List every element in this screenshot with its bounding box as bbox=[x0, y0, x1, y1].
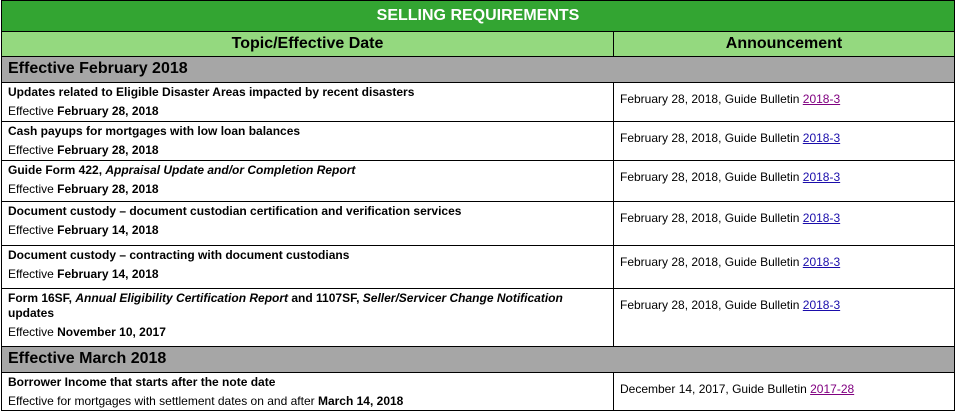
guide-bulletin-link[interactable]: 2018-3 bbox=[802, 92, 841, 106]
section-heading-february-2018: Effective February 2018 bbox=[2, 57, 955, 83]
effective-date: Effective February 14, 2018 bbox=[8, 223, 159, 237]
announcement-cell: December 14, 2017, Guide Bulletin 2017-28 bbox=[614, 373, 955, 411]
topic-title: Cash payups for mortgages with low loan balances bbox=[8, 124, 301, 138]
announcement-cell: February 28, 2018, Guide Bulletin 2018-3 bbox=[614, 246, 955, 289]
effective-date: Effective February 28, 2018 bbox=[8, 104, 159, 118]
table-row bbox=[2, 202, 955, 246]
table-row bbox=[2, 122, 955, 161]
table-title: SELLING REQUIREMENTS bbox=[2, 1, 955, 32]
announcement-cell: February 28, 2018, Guide Bulletin 2018-3 bbox=[614, 83, 955, 122]
table-row bbox=[2, 246, 955, 289]
guide-bulletin-link[interactable]: 2017-28 bbox=[810, 382, 855, 396]
section-heading-march-2018: Effective March 2018 bbox=[2, 347, 955, 373]
topic-title: Borrower Income that starts after the note date bbox=[8, 375, 276, 389]
table-row bbox=[2, 161, 955, 202]
announcement-cell: February 28, 2018, Guide Bulletin 2018-3 bbox=[614, 202, 955, 246]
effective-date: Effective February 28, 2018 bbox=[8, 143, 159, 157]
topic-title: Guide Form 422, Appraisal Update and/or Completion Report bbox=[8, 163, 356, 177]
effective-date: Effective February 14, 2018 bbox=[8, 267, 159, 281]
column-header-announcement: Announcement bbox=[614, 32, 955, 57]
effective-date: Effective February 28, 2018 bbox=[8, 182, 159, 196]
guide-bulletin-link[interactable]: 2018-3 bbox=[802, 131, 841, 145]
effective-date: Effective for mortgages with settlement dates on and after March 14, 2018 bbox=[8, 394, 404, 408]
effective-date: Effective November 10, 2017 bbox=[8, 325, 166, 339]
table-row bbox=[2, 373, 955, 411]
guide-bulletin-link[interactable]: 2018-3 bbox=[802, 298, 841, 312]
selling-requirements-table bbox=[1, 0, 955, 411]
guide-bulletin-link[interactable]: 2018-3 bbox=[802, 211, 841, 225]
table-row bbox=[2, 83, 955, 122]
topic-title: Document custody – contracting with document custodians bbox=[8, 248, 350, 262]
table-row bbox=[2, 289, 955, 347]
guide-bulletin-link[interactable]: 2018-3 bbox=[802, 255, 841, 269]
guide-bulletin-link[interactable]: 2018-3 bbox=[802, 170, 841, 184]
topic-title: Form 16SF, Annual Eligibility Certification Report and 1107SF, Seller/Servicer Change Notification updates bbox=[8, 291, 563, 320]
topic-title: Updates related to Eligible Disaster Areas impacted by recent disasters bbox=[8, 85, 415, 99]
topic-title: Document custody – document custodian certification and verification services bbox=[8, 204, 462, 218]
announcement-cell: February 28, 2018, Guide Bulletin 2018-3 bbox=[614, 122, 955, 161]
column-header-topic: Topic/Effective Date bbox=[2, 32, 614, 57]
announcement-cell: February 28, 2018, Guide Bulletin 2018-3 bbox=[614, 289, 955, 347]
announcement-cell: February 28, 2018, Guide Bulletin 2018-3 bbox=[614, 161, 955, 202]
